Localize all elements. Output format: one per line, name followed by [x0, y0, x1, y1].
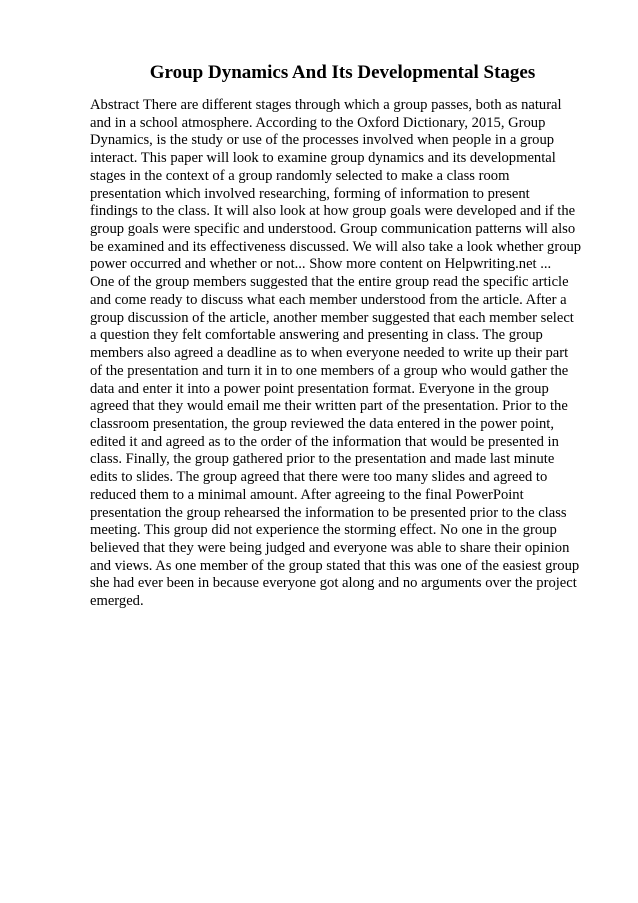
body-line: reduced them to a minimal amount. After agreeing to the final PowerPoint: [90, 486, 524, 503]
body-line: and come ready to discuss what each member understood from the article. After a: [90, 291, 567, 308]
body-line: presentation which involved researching, forming of information to present: [90, 185, 530, 202]
document-title: Group Dynamics And Its Developmental Stages: [149, 62, 536, 83]
body-line: data and enter it into a power point presentation format. Everyone in the group: [90, 380, 549, 397]
body-line: interact. This paper will look to examine group dynamics and its developmental: [90, 150, 556, 167]
body-line: she had ever been in because everyone got along and no arguments over the project: [90, 575, 577, 592]
body-line: and views. As one member of the group stated that this was one of the easiest group: [90, 557, 580, 574]
body-line: edits to slides. The group agreed that there were too many slides and agreed to: [90, 469, 548, 486]
body-line: believed that they were being judged and everyone was able to share their opinion: [90, 539, 570, 556]
body-line: group goals were specific and understood. Group communication patterns will also: [90, 221, 576, 238]
body-line: group discussion of the article, another member suggested that each member select: [90, 309, 574, 326]
body-line: stages in the context of a group randomly selected to make a class room: [90, 167, 510, 184]
body-line: Abstract There are different stages through which a group passes, both as natural: [90, 97, 562, 113]
body-line: One of the group members suggested that the entire group read the specific article: [90, 274, 569, 291]
body-line: Dynamics, is the study or use of the processes involved when people in a group: [90, 132, 555, 149]
body-line: of the presentation and turn it in to one members of a group who would gather the: [90, 362, 569, 379]
body-line: power occurred and whether or not... Show more content on Helpwriting.net ...: [90, 256, 552, 273]
body-line: and in a school atmosphere. According to the Oxford Dictionary, 2015, Group: [90, 114, 546, 131]
body-line: meeting. This group did not experience the storming effect. No one in the group: [90, 522, 557, 539]
body-line: findings to the class. It will also look at how group goals were developed and if the: [90, 203, 576, 220]
body-line: classroom presentation, the group reviewed the data entered in the power point,: [90, 415, 555, 432]
document-body: [90, 97, 590, 611]
body-line: a question they felt comfortable answering and presenting in class. The group: [90, 327, 543, 344]
body-line: be examined and its effectiveness discussed. We will also take a look whether group: [90, 238, 582, 255]
body-line: members also agreed a deadline as to when everyone needed to write up their part: [90, 345, 569, 362]
body-line: emerged.: [90, 593, 144, 610]
body-line: class. Finally, the group gathered prior to the presentation and made last minute: [90, 451, 555, 468]
body-line: edited it and agreed as to the order of the information that would be presented in: [90, 433, 559, 450]
body-line: presentation the group rehearsed the information to be presented prior to the class: [90, 504, 567, 521]
body-line: agreed that they would email me their written part of the presentation. Prior to the: [90, 398, 568, 415]
